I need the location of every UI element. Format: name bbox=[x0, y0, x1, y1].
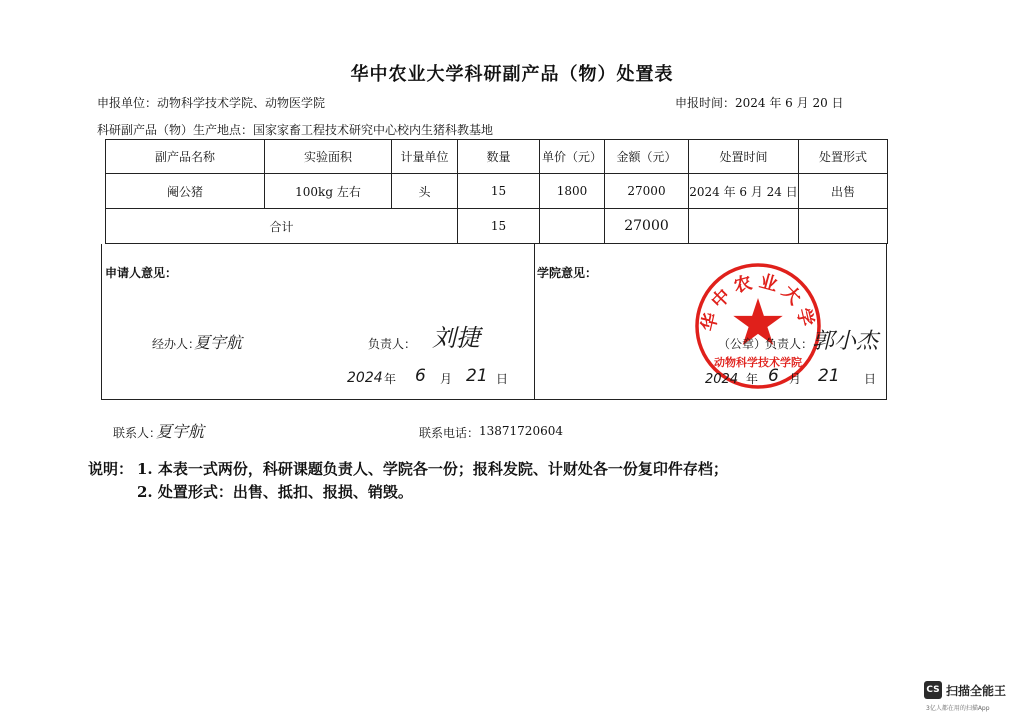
total-label: 合计 bbox=[106, 209, 458, 244]
camscanner-logo-icon: CS bbox=[924, 681, 942, 699]
responsible-label: 负责人： bbox=[368, 337, 417, 351]
contact-phone-label: 联系电话： bbox=[419, 426, 480, 440]
applicant-month-unit: 月 bbox=[440, 372, 453, 386]
table-header-row bbox=[106, 140, 888, 174]
table-header-cell: 计量单位 bbox=[392, 140, 458, 174]
notes-label: 说明： bbox=[88, 460, 134, 478]
location-label: 科研副产品（物）生产地点： bbox=[97, 123, 254, 137]
college-day-unit: 日 bbox=[864, 372, 877, 386]
table-cell bbox=[799, 209, 888, 244]
table-cell bbox=[540, 209, 605, 244]
table-header-cell: 处置时间 bbox=[689, 140, 799, 174]
table-cell bbox=[689, 209, 799, 244]
date-line bbox=[675, 94, 844, 111]
applicant-day-signature: 21 bbox=[466, 366, 488, 386]
notes-line-2: 2. 处置形式：出售、抵扣、报损、销毁。 bbox=[137, 483, 413, 501]
responsible-signature: 刘捷 bbox=[432, 324, 480, 352]
table-header-cell: 数量 bbox=[458, 140, 540, 174]
location-line bbox=[97, 121, 493, 138]
applicant-month-signature: 6 bbox=[415, 366, 426, 386]
college-year-unit: 年 bbox=[746, 372, 759, 386]
seal-label: （公章） bbox=[718, 337, 767, 351]
table-cell: 27000 bbox=[605, 174, 689, 209]
unit-line bbox=[97, 94, 325, 111]
table-header-cell: 处置形式 bbox=[799, 140, 888, 174]
table-cell: 头 bbox=[392, 174, 458, 209]
college-responsible-signature: 郭小杰 bbox=[812, 329, 879, 354]
table-cell: 2024 年 6 月 24 日 bbox=[689, 174, 799, 209]
applicant-year-unit: 年 bbox=[384, 372, 397, 386]
table-header-cell: 单价（元） bbox=[540, 140, 605, 174]
seal-outer-text: 华中农业大学 bbox=[697, 270, 819, 334]
handler-label: 经办人： bbox=[152, 337, 201, 351]
total-quantity: 15 bbox=[458, 209, 540, 244]
table-cell: 100kg 左右 bbox=[265, 174, 392, 209]
college-responsible-label: 负责人： bbox=[765, 337, 814, 351]
watermark-tagline: 3亿人都在用的扫描App bbox=[926, 705, 990, 712]
college-month-unit: 月 bbox=[789, 372, 802, 386]
table-cell: 阉公猪 bbox=[106, 174, 265, 209]
applicant-day-unit: 日 bbox=[496, 372, 509, 386]
handler-signature: 夏宇航 bbox=[194, 333, 243, 352]
college-month-signature: 6 bbox=[768, 366, 779, 386]
table-header-cell: 副产品名称 bbox=[106, 140, 265, 174]
college-year-signature: 2024 bbox=[705, 372, 739, 387]
form-title: 华中农业大学科研副产品（物）处置表 bbox=[350, 64, 674, 85]
contact-person-label: 联系人： bbox=[113, 426, 162, 440]
contact-person-signature: 夏宇航 bbox=[156, 422, 205, 441]
opinion-divider bbox=[534, 244, 535, 399]
unit-value: 动物科学技术学院、动物医学院 bbox=[157, 96, 326, 110]
table-cell: 1800 bbox=[540, 174, 605, 209]
table-header-cell: 实验面积 bbox=[265, 140, 392, 174]
applicant-opinion-label: 申请人意见： bbox=[105, 266, 178, 280]
college-day-signature: 21 bbox=[818, 366, 840, 386]
location-value: 国家家畜工程技术研究中心校内生猪科教基地 bbox=[253, 123, 494, 137]
notes-line-1: 1. 本表一式两份，科研课题负责人、学院各一份；报科发院、计财处各一份复印件存档； bbox=[137, 460, 728, 478]
watermark-name: 扫描全能王 bbox=[946, 684, 1007, 698]
disposal-table bbox=[105, 139, 888, 244]
contact-phone-value: 13871720604 bbox=[479, 424, 563, 438]
table-header-cell: 金额（元） bbox=[605, 140, 689, 174]
table-cell: 15 bbox=[458, 174, 540, 209]
total-amount: 27000 bbox=[605, 209, 689, 244]
unit-label: 申报单位： bbox=[97, 96, 158, 110]
table-total-row bbox=[106, 209, 888, 244]
table-row bbox=[106, 174, 888, 209]
college-opinion-label: 学院意见： bbox=[537, 266, 598, 280]
date-value: 2024 年 6 月 20 日 bbox=[735, 96, 844, 110]
table-cell: 出售 bbox=[799, 174, 888, 209]
seal-inner-text: 动物科学技术学院 bbox=[714, 356, 802, 369]
applicant-year-signature: 2024 bbox=[347, 370, 383, 386]
date-label: 申报时间： bbox=[675, 96, 736, 110]
